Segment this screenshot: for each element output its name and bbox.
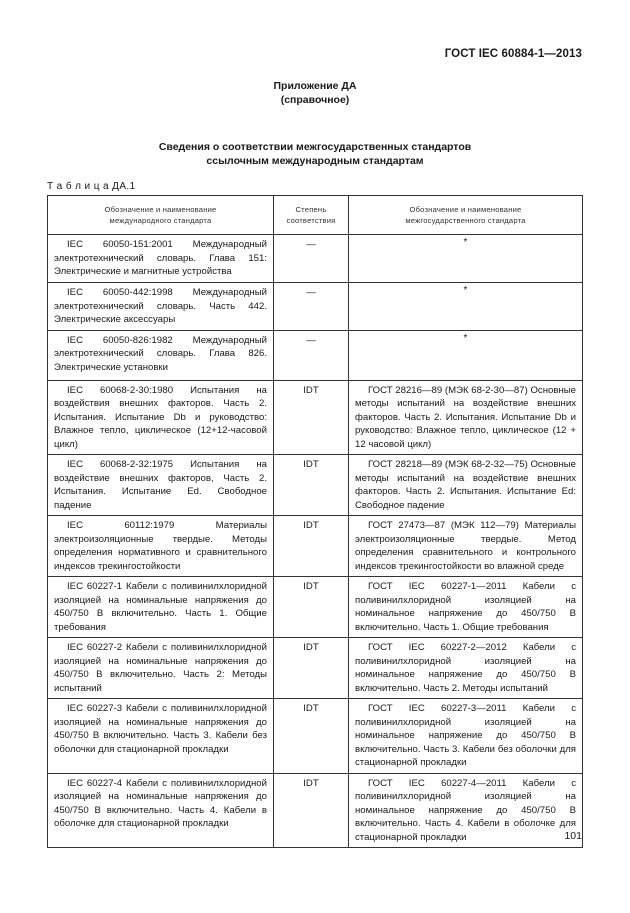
table-header-row (48, 196, 583, 235)
cell-text: ГОСТ 28218—89 (МЭК 68-2-32—75) Основные методы испытаний на воздействие внешних факторов. Часть 2. Испытания. Испытание Ed: Свободное падение (355, 459, 576, 511)
table-row (48, 638, 583, 699)
cell-text: IEC 60050-442:1998 Международный электротехнический словарь. Часть 442. Электрические аксессуары (54, 287, 267, 325)
cell-text: IEC 60050-151:2001 Международный электротехнический словарь. Глава 151: Электрические и магнитные устройства (54, 239, 267, 277)
interstate-standard-cell: * (349, 235, 583, 283)
international-standard-cell (48, 516, 274, 577)
interstate-standard-cell (349, 699, 583, 774)
table-label: Т а б л и ц а ДА.1 (47, 181, 136, 192)
column-header-degree (274, 196, 349, 235)
cell-text: ГОСТ 27473—87 (МЭК 112—79) Материалы электроизоляционные твердые. Метод определения сравнительного и контрольного индексов трекингостойкости во влажной среде (355, 520, 576, 572)
page-number: 101 (564, 830, 582, 842)
column-header-line: Обозначение и наименование (104, 204, 217, 214)
degree-cell: — (274, 235, 349, 283)
cell-text: IEC 60068-2-32:1975 Испытания на воздействие внешних факторов, Часть 2. Испытания. Испытание Ed. Свободное падение (54, 459, 267, 511)
degree-cell: IDT (274, 773, 349, 848)
international-standard-cell (48, 235, 274, 283)
interstate-standard-cell (349, 577, 583, 638)
table-row (48, 330, 583, 380)
column-header-line: Степень (295, 204, 327, 214)
cell-text: IEC 60227-2 Кабели с поливинилхлоридной изоляцией на номинальные напряжения до 450/750 В включительно. Часть 2: Методы испытаний (54, 642, 267, 694)
cell-text: IEC 60112:1979 Материалы электроизоляционные твердые. Методы определения нормативного и сравнительного индексов трекингостойкости (54, 520, 267, 572)
appendix-title: Приложение ДА (273, 80, 357, 92)
interstate-standard-cell (349, 455, 583, 516)
international-standard-cell (48, 699, 274, 774)
table-row (48, 380, 583, 455)
table-row (48, 577, 583, 638)
cell-text: ГОСТ 28216—89 (МЭК 68-2-30—87) Основные методы испытаний на воздействие внешних факторов. Часть 2. Испытания. Испытание Db и руководство: Влажное тепло, циклическое (12 + 12 часовой цикл) (355, 384, 576, 450)
degree-cell: IDT (274, 380, 349, 455)
degree-cell: IDT (274, 577, 349, 638)
appendix-note: (справочное) (280, 94, 350, 106)
document-title-line-1: Сведения о соответствии межгосударственных стандартов (158, 141, 472, 153)
international-standard-cell (48, 283, 274, 331)
cell-text: IEC 60227-4 Кабели с поливинилхлоридной изоляцией на номинальные напряжения до 450/750 В включительно. Часть 4. Кабели в оболочке для стационарной прокладки (54, 777, 267, 829)
table-row (48, 235, 583, 283)
interstate-standard-cell (349, 773, 583, 848)
table-row (48, 773, 583, 848)
cell-text: ГОСТ IEC 60227-1—2011 Кабели с поливинилхлоридной изоляцией на номинальное напряжение до 450/750 В включительно. Часть 1. Общие требования (355, 581, 576, 633)
interstate-standard-cell: * (349, 283, 583, 331)
cell-text: IEC 60068-2-30:1980 Испытания на воздействия внешних факторов. Часть 2. Испытания. Испытание Db и руководство: Влажное тепло, циклическое (12+12-часовой цикл) (54, 384, 267, 450)
international-standard-cell (48, 638, 274, 699)
column-header-line: Обозначение и наименование (409, 204, 522, 214)
degree-cell: IDT (274, 516, 349, 577)
document-title-line-2: ссылочным международным стандартам (206, 155, 424, 167)
degree-cell: IDT (274, 638, 349, 699)
table-row (48, 516, 583, 577)
standard-designation: ГОСТ IEC 60884-1—2013 (444, 48, 582, 60)
international-standard-cell (48, 773, 274, 848)
international-standard-cell (48, 330, 274, 380)
column-header-line: межгосударственного стандарта (405, 216, 526, 225)
interstate-standard-cell (349, 638, 583, 699)
cell-text: ГОСТ IEC 60227-2—2012 Кабели с поливинилхлоридной изоляцией на номинальное напряжение до 450/750 В включительно. Часть 2. Методы испытаний (355, 642, 576, 694)
appendix-heading (0, 79, 630, 107)
column-header-international-standard (48, 196, 274, 235)
table-row (48, 283, 583, 331)
cell-text: ГОСТ IEC 60227-4—2011 Кабели с поливинилхлоридной изоляцией на номинальное напряжение до 450/750 В включительно. Часть 4. Кабели в оболочке для стационарной прокладки (355, 777, 576, 843)
degree-cell: IDT (274, 455, 349, 516)
cell-text: ГОСТ IEC 60227-3—2011 Кабели с поливинилхлоридной изоляцией на номинальное напряжение до 450/750 В включительно. Часть 3. Кабели без оболочки для стационарной прокладки (355, 703, 576, 768)
international-standard-cell (48, 380, 274, 455)
degree-cell: IDT (274, 699, 349, 774)
cell-text: IEC 60227-3 Кабели с поливинилхлоридной изоляцией на номинальные напряжения до 450/750 В включительно. Часть 3. Кабели без оболочки для стационарной прокладки (54, 703, 267, 755)
cell-text: IEC 60227-1 Кабели с поливинилхлоридной изоляцией на номинальные напряжения до 450/750 В включительно. Часть 1. Общие требования (54, 581, 267, 633)
interstate-standard-cell (349, 516, 583, 577)
column-header-line: международного стандарта (109, 216, 212, 225)
interstate-standard-cell (349, 380, 583, 455)
international-standard-cell (48, 577, 274, 638)
document-title (0, 140, 630, 168)
degree-cell: — (274, 330, 349, 380)
table-row (48, 455, 583, 516)
column-header-line: соответствия (286, 216, 336, 225)
interstate-standard-cell: * (349, 330, 583, 380)
column-header-interstate-standard (349, 196, 583, 235)
international-standard-cell (48, 455, 274, 516)
cell-text: IEC 60050-826:1982 Международный электротехнический словарь. Глава 826. Электрические установки (54, 334, 267, 373)
degree-cell: — (274, 283, 349, 331)
standards-correspondence-table (47, 195, 583, 848)
table-row (48, 699, 583, 774)
